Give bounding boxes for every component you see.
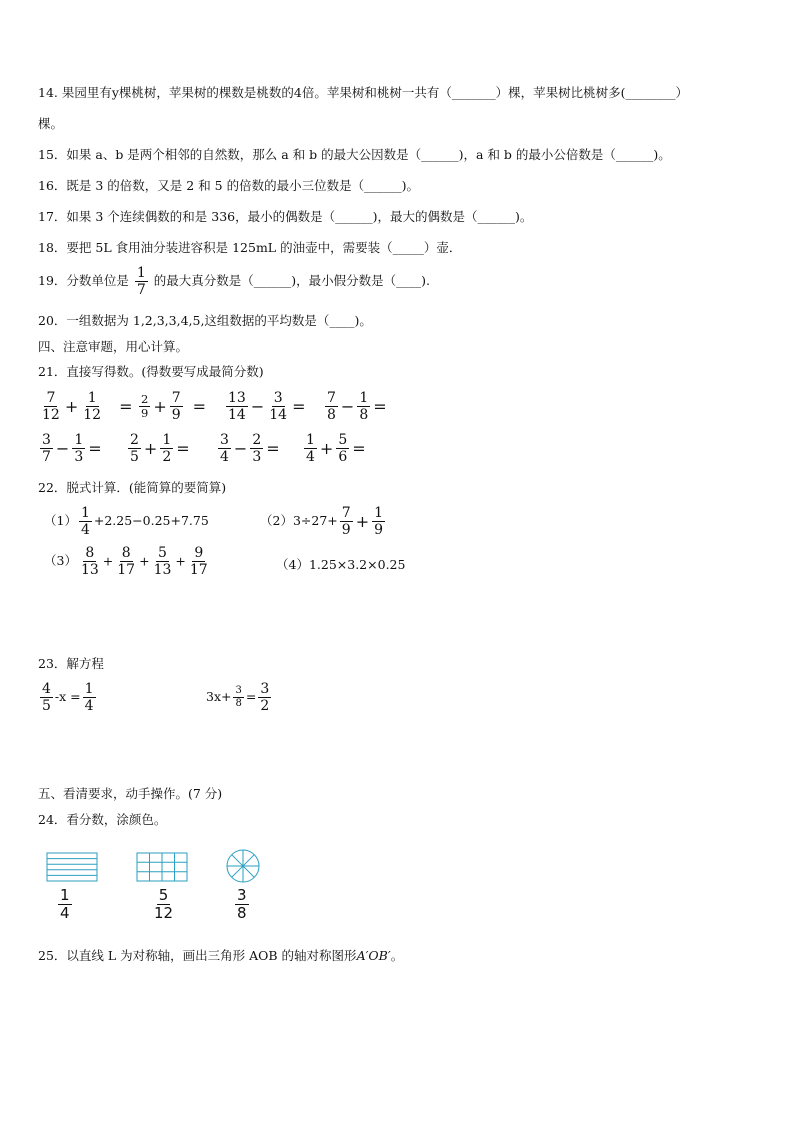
fraction: [235, 888, 249, 921]
math-text: =: [352, 439, 366, 458]
math-text: 9: [194, 545, 204, 561]
math-text: 4: [220, 449, 229, 465]
math-text: 2: [260, 698, 270, 714]
math-text: 13: [153, 562, 172, 578]
math-text: 4: [60, 904, 70, 922]
math-text: 9: [141, 406, 149, 420]
question-22-title: 22．脱式计算．(能简算的要简算): [38, 480, 227, 495]
q22-part-4: （4）1.25×3.2×0.25: [276, 557, 406, 572]
q22-part-2: [260, 506, 387, 537]
math-text: -x =: [54, 689, 81, 704]
math-text: +: [175, 553, 186, 569]
fraction: [152, 546, 174, 577]
math-text: 5: [158, 886, 169, 904]
q21-item-5: [38, 433, 103, 464]
question-24-title: 24．看分数，涂颜色。: [38, 812, 167, 827]
circle-eighths-figure[interactable]: [227, 850, 259, 882]
rectangle-quarters-figure[interactable]: [47, 853, 97, 881]
q23-equation-2: [206, 682, 273, 713]
math-text: 7: [341, 505, 351, 521]
math-text: （3）: [44, 553, 77, 568]
math-text: −: [55, 439, 70, 458]
math-text: 14: [269, 407, 288, 423]
math-text: +: [143, 439, 158, 458]
math-text: 的最大真分数是（______)，最小假分数是（____).: [153, 273, 431, 288]
math-text: 3: [260, 681, 270, 697]
fraction: [250, 433, 263, 464]
math-text: 12: [83, 407, 102, 423]
q21-item-7: [216, 433, 281, 464]
q24-fraction-1: [56, 888, 74, 921]
fraction: [40, 391, 62, 422]
fraction: [79, 546, 101, 577]
math-text: 1: [306, 432, 315, 448]
math-text: =: [245, 689, 257, 704]
fraction: [233, 686, 243, 709]
math-text: 8: [327, 407, 336, 423]
q21-item-4: [323, 391, 388, 422]
math-text: 12: [42, 407, 60, 423]
question-25: [38, 948, 403, 964]
fraction: [372, 506, 385, 537]
math-text: 3: [220, 432, 229, 448]
math-text: 17: [189, 562, 208, 578]
math-text: 1: [74, 432, 84, 448]
math-text: 1: [136, 265, 146, 281]
question-14-tail: [38, 116, 63, 132]
rectangle-twelfths-figure[interactable]: [137, 853, 187, 881]
math-text: 1: [87, 390, 97, 406]
fraction: [152, 888, 175, 921]
question-15: 15．如果 a、b 是两个相邻的自然数，那么 a 和 b 的最大公因数是（______)，a 和 b 的最小公倍数是（______)。: [38, 147, 671, 162]
fraction: [170, 391, 183, 422]
fraction: [81, 391, 103, 422]
math-text: 5: [130, 449, 139, 465]
math-text: 14. 果园里有y棵桃树，苹果树的棵数是桃数的4倍。苹果树和桃树一共有（_______）棵，苹果树比桃树多(________）: [38, 85, 688, 100]
math-text: +: [64, 397, 79, 416]
math-text: 1: [162, 432, 172, 448]
fraction: [83, 682, 96, 713]
math-text: +: [139, 553, 150, 569]
math-text: （1）: [44, 513, 77, 528]
question-16: 16．既是 3 的倍数，又是 2 和 5 的倍数的最小三位数是（______)。: [38, 178, 419, 193]
question-19: [38, 266, 430, 297]
fraction: [72, 433, 85, 464]
math-text: +: [102, 553, 114, 569]
math-text: 3: [235, 685, 242, 696]
math-text: 1: [359, 390, 369, 406]
fraction: [325, 391, 338, 422]
math-text: A′OB′: [356, 948, 391, 963]
fraction: [115, 546, 137, 577]
math-text: 棵。: [38, 116, 64, 131]
fraction: [139, 391, 150, 420]
math-text: 25．以直线 L 为对称轴，画出三角形 AOB 的轴对称图形: [38, 948, 357, 963]
math-text: 3: [42, 432, 51, 448]
fraction: [258, 682, 271, 713]
math-text: 17: [117, 562, 136, 578]
q24-fraction-3: [233, 888, 251, 921]
math-text: 8: [235, 698, 242, 709]
q21-item-6: [126, 433, 191, 464]
math-text: 5: [338, 432, 348, 448]
math-text: 13: [228, 390, 246, 406]
math-text: −: [233, 439, 248, 458]
math-text: +: [153, 397, 167, 416]
math-text: 4: [80, 522, 90, 538]
math-text: +2.25−0.25+7.75: [93, 513, 209, 528]
math-text: 3: [273, 390, 283, 406]
fraction: [135, 266, 148, 297]
math-text: 19．分数单位是: [38, 273, 129, 288]
math-text: 9: [171, 407, 181, 423]
fraction: [40, 682, 53, 713]
math-text: 3: [74, 449, 84, 465]
math-text: 2: [252, 432, 262, 448]
fraction: [340, 506, 353, 537]
math-text: 9: [374, 522, 384, 538]
fraction: [79, 506, 92, 537]
fraction: [58, 888, 72, 921]
section-4-heading: 四、注意审题，用心计算。: [38, 339, 189, 354]
fraction: [304, 433, 317, 464]
math-text: 2: [162, 449, 172, 465]
question-20: 20．一组数据为 1,2,3,3,4,5,这组数据的平均数是（____)。: [38, 313, 372, 328]
q23-equation-1: [38, 682, 98, 713]
math-text: 2: [130, 432, 139, 448]
math-text: +: [355, 511, 370, 531]
math-text: =: [176, 439, 190, 458]
math-text: −: [250, 397, 265, 416]
math-text: =: [266, 439, 280, 458]
math-text: 8: [237, 904, 247, 922]
fraction: [128, 433, 141, 464]
q24-fraction-2: [150, 888, 177, 921]
math-text: 9: [341, 522, 351, 538]
math-text: 13: [80, 562, 99, 578]
math-text: 8: [121, 545, 131, 561]
fraction: [40, 433, 53, 464]
math-text: 7: [136, 282, 146, 298]
math-text: =: [292, 397, 306, 416]
math-text: 3: [237, 886, 247, 904]
math-text: 3: [252, 449, 262, 465]
math-text: 7: [42, 449, 51, 465]
q24-figures: [40, 848, 280, 886]
math-text: 4: [84, 698, 94, 714]
q22-part-3: [44, 546, 212, 577]
math-text: 1: [80, 505, 90, 521]
question-14: [38, 85, 688, 101]
math-text: 6: [338, 449, 348, 465]
math-text: 2: [141, 391, 149, 406]
math-text: 1: [374, 505, 384, 521]
math-text: 4: [306, 449, 315, 465]
math-text: −: [340, 397, 355, 416]
math-text: 14: [228, 407, 246, 423]
question-23-title: 23．解方程: [38, 656, 104, 671]
math-text: 4: [42, 681, 51, 697]
math-text: 7: [46, 390, 56, 406]
q21-item-1: [38, 391, 133, 422]
math-text: 5: [158, 545, 167, 561]
question-17: 17．如果 3 个连续偶数的和是 336，最小的偶数是（______)，最大的偶数是（______)。: [38, 209, 533, 224]
q22-part-1: [44, 506, 209, 537]
math-text: 5: [42, 698, 51, 714]
math-text: +: [319, 439, 334, 458]
math-text: 1: [60, 886, 70, 904]
math-text: 12: [154, 904, 174, 922]
question-21-title: 21．直接写得数。(得数要写成最简分数): [38, 364, 264, 379]
fraction: [188, 546, 210, 577]
q21-item-2: [137, 391, 207, 422]
math-text: =: [119, 397, 133, 416]
math-text: 1: [84, 681, 94, 697]
math-text: 8: [85, 545, 95, 561]
math-text: 7: [327, 390, 336, 406]
fraction: [160, 433, 173, 464]
fraction: [336, 433, 349, 464]
math-text: 。: [390, 948, 404, 963]
math-text: =: [88, 439, 102, 458]
q21-item-8: [302, 433, 367, 464]
math-text: =: [373, 397, 387, 416]
question-18: 18．要把 5L 食用油分装进容积是 125mL 的油壶中，需要装（_____）壶．: [38, 240, 462, 255]
fraction: [357, 391, 370, 422]
math-text: 3x+: [206, 689, 232, 704]
section-5-heading: 五、看清要求，动手操作。(7 分): [38, 786, 223, 801]
q21-item-3: [224, 391, 306, 422]
fraction: [226, 391, 248, 422]
fraction: [218, 433, 231, 464]
math-text: =: [192, 397, 207, 416]
math-text: 7: [171, 390, 181, 406]
math-text: （2）3÷27+: [260, 513, 338, 528]
fraction: [267, 391, 289, 422]
math-text: 8: [359, 407, 369, 423]
